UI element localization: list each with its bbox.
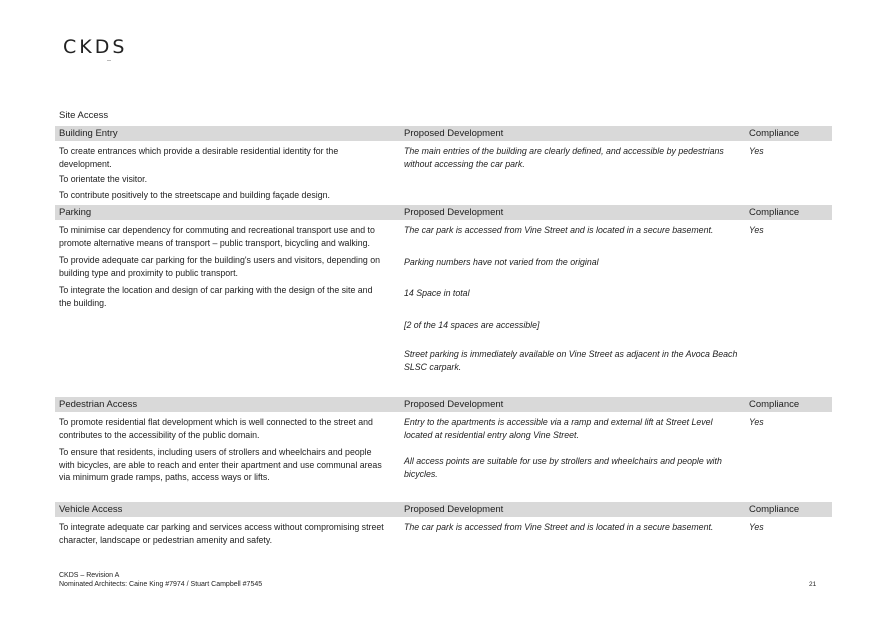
proposed-text [404, 145, 739, 170]
compliance-heading: Compliance [749, 207, 800, 218]
proposed-text [404, 416, 739, 480]
proposed-text [404, 224, 739, 373]
objective: To orientate the visitor. [59, 174, 148, 184]
proposed-item: 14 Space in total [404, 288, 470, 298]
site-access-table [55, 126, 832, 551]
objective: To minimise car dependency for commuting and recreational transport use and to promote alternative means of transport – public transport, bicycling and walking. [59, 225, 375, 248]
proposed-item: Entry to the apartments is accessible via a ramp and external lift at Street Level located at residential entry along Vine Street. [404, 417, 713, 440]
page-footer [59, 571, 262, 589]
proposed-item: The main entries of the building are clearly defined, and accessible by pedestrians without accessing the car park. [404, 146, 724, 169]
section-row-pedestrian-access [55, 412, 832, 502]
proposed-item: The car park is accessed from Vine Street and is located in a secure basement. [404, 522, 714, 532]
proposed-item: [2 of the 14 spaces are accessible] [404, 319, 540, 330]
objective: To create entrances which provide a desirable residential identity for the development. [59, 146, 339, 169]
section-header-building-entry [55, 126, 832, 141]
objectives [59, 416, 384, 484]
compliance-heading: Compliance [749, 504, 800, 515]
proposed-heading: Proposed Development [404, 504, 504, 515]
proposed-item: The car park is accessed from Vine Street and is located in a secure basement. [404, 225, 714, 235]
logo-text: CKDS [63, 36, 128, 58]
proposed-heading: Proposed Development [404, 207, 504, 218]
section-heading: Pedestrian Access [59, 399, 138, 410]
section-heading: Vehicle Access [59, 504, 123, 515]
objective: To ensure that residents, including users of strollers and wheelchairs and people with bicycles, are able to reach and enter their apartment and use communal areas via minimum grade ramps, paths, access ways or lifts. [59, 447, 382, 482]
compliance-value: Yes [749, 522, 764, 532]
section-header-pedestrian-access [55, 397, 832, 412]
objectives [59, 145, 384, 201]
section-row-building-entry [55, 141, 832, 205]
objective: To integrate adequate car parking and services access without compromising street character, landscape or pedestrian amenity and safety. [59, 522, 384, 545]
company-logo [63, 36, 127, 58]
objective: To integrate the location and design of car parking with the design of the site and the building. [59, 285, 373, 308]
section-header-parking [55, 205, 832, 220]
compliance-value: Yes [749, 417, 764, 427]
compliance-heading: Compliance [749, 399, 800, 410]
proposed-heading: Proposed Development [404, 128, 504, 139]
objectives [59, 224, 384, 309]
compliance-heading: Compliance [749, 128, 800, 139]
footer-revision: CKDS – Revision A [59, 572, 120, 579]
compliance-value: Yes [749, 225, 764, 235]
compliance-value: Yes [749, 146, 764, 156]
section-heading: Building Entry [59, 128, 118, 139]
proposed-heading: Proposed Development [404, 399, 504, 410]
section-row-vehicle-access [55, 517, 832, 551]
objective: To promote residential flat development which is well connected to the street and contributes to the accessibility of the public domain. [59, 417, 373, 440]
section-title: Site Access [59, 110, 109, 121]
page-number: 21 [809, 581, 817, 588]
section-row-parking [55, 220, 832, 397]
proposed-item: Street parking is immediately available on Vine Street as adjacent in the Avoca Beach SLSC carpark. [404, 349, 738, 372]
proposed-text [404, 521, 739, 534]
objective: To contribute positively to the streetscape and building façade design. [59, 189, 330, 200]
objective: To provide adequate car parking for the building's users and visitors, depending on building type and proximity to public transport. [59, 255, 381, 278]
proposed-item: All access points are suitable for use by strollers and wheelchairs and people with bicycles. [404, 456, 722, 479]
footer-architects: Nominated Architects: Caine King #7974 / Stuart Campbell #7545 [59, 581, 263, 588]
section-header-vehicle-access [55, 502, 832, 517]
section-heading: Parking [59, 207, 92, 218]
logo-mark [107, 58, 111, 61]
proposed-item: Parking numbers have not varied from the original [404, 256, 599, 267]
objectives [59, 521, 384, 546]
